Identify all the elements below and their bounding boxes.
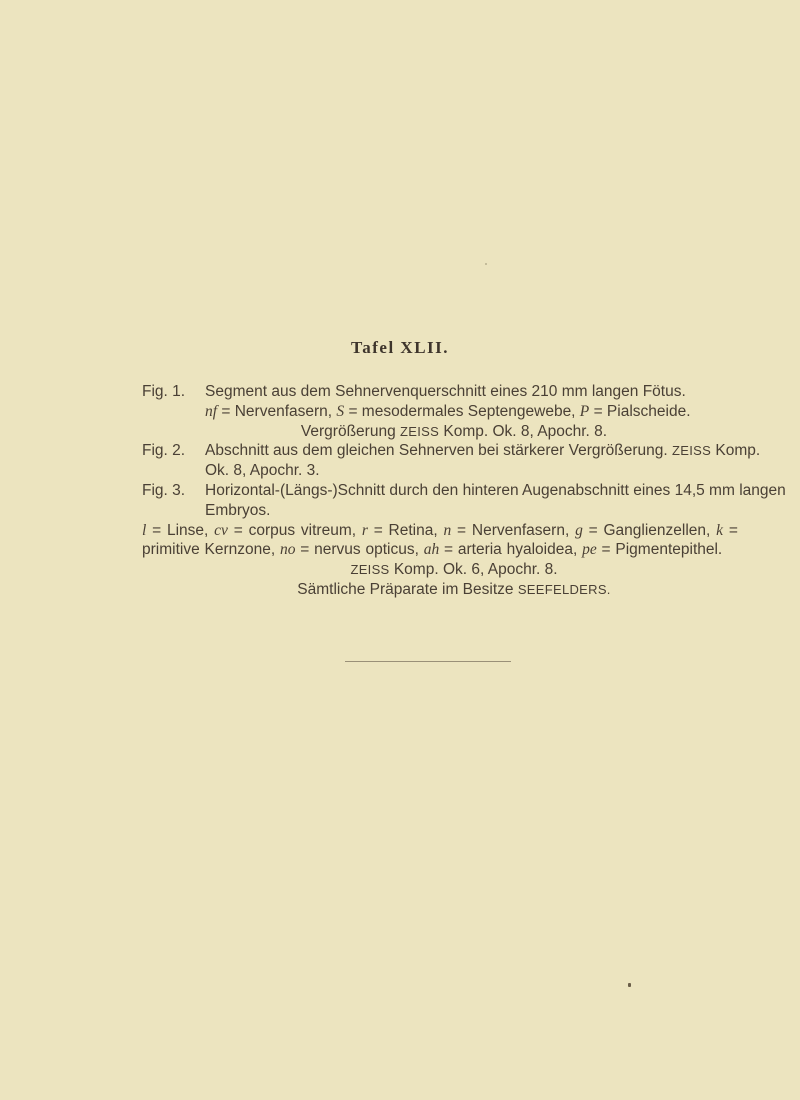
def-p: = Pialscheide. [589, 402, 691, 420]
def-l: = Linse, [146, 521, 215, 539]
symbol-ah: ah [423, 541, 440, 559]
def-pe: = Pigmentepithel. [596, 541, 723, 559]
def-no: = nervus opticus, [295, 541, 424, 559]
magnification-rest: Komp. Ok. 6, Apochr. 8. [389, 561, 558, 579]
fig2-line1 [142, 441, 766, 461]
fig1-description: Segment aus dem Sehnervenquerschnitt eines 210 mm langen Fötus. [205, 383, 686, 400]
symbol-pe: pe [582, 541, 597, 559]
fig2-label: Fig. 2. [142, 442, 186, 460]
fig2-description-suffix: Komp. [711, 442, 761, 460]
figure-captions [142, 382, 786, 600]
magnification-prefix: Vergrößerung [300, 422, 400, 440]
fig3-description: Horizontal-(Längs-)Schnitt durch den hinteren Augenabschnitt eines 14,5 mm langen [205, 481, 786, 499]
ownership-name: SEEFELDERS. [517, 581, 611, 597]
symbol-l: l [142, 521, 147, 539]
def-n: = Nervenfasern, [451, 521, 576, 539]
fig3-label: Fig. 3. [142, 481, 186, 499]
symbol-cv: cv [214, 521, 228, 539]
fig3-line2: Embryos. [205, 501, 271, 519]
def-k-cont: primitive Kernzone, [142, 541, 280, 559]
divider-rule [345, 661, 511, 662]
ownership-prefix: Sämtliche Präparate im Besitze [297, 580, 518, 598]
fig1-label: Fig. 1. [142, 383, 186, 400]
def-s: = mesodermales Septengewebe, [344, 402, 580, 420]
def-g: = Ganglienzellen, [582, 521, 717, 539]
brand-zeiss: ZEISS [671, 443, 712, 459]
fig2-description: Abschnitt aus dem gleichen Sehnerven bei stärkerer Vergrößerung. [205, 442, 672, 460]
fig1-line1 [142, 382, 766, 402]
symbol-p: P [579, 402, 590, 420]
plate-title: Tafel XLII. [350, 338, 450, 357]
def-cv: = corpus vitreum, [227, 521, 362, 539]
brand-zeiss: ZEISS [350, 562, 390, 578]
symbol-r: r [361, 521, 368, 539]
def-k: = [723, 521, 738, 539]
symbol-k: k [716, 521, 724, 539]
def-nf: = Nervenfasern, [217, 402, 337, 420]
symbol-n: n [443, 521, 452, 539]
symbol-g: g [575, 521, 583, 539]
brand-zeiss: ZEISS [400, 423, 440, 439]
symbol-no: no [279, 541, 296, 559]
paper-speck [628, 983, 631, 987]
magnification-rest: Komp. Ok. 8, Apochr. 8. [439, 422, 608, 440]
fig2-line2: Ok. 8, Apochr. 3. [205, 462, 320, 480]
ownership-note [142, 580, 766, 600]
fig3-line1 [142, 481, 786, 501]
paper-speck [485, 263, 487, 265]
fig3-legend-line2 [142, 540, 766, 560]
fig1-magnification [142, 422, 766, 442]
symbol-s: S [336, 402, 345, 420]
fig3-legend-line1 [142, 521, 766, 541]
fig3-magnification [142, 560, 766, 580]
def-ah: = arteria hyaloidea, [439, 541, 583, 559]
fig1-legend [142, 402, 766, 422]
symbol-nf: nf [205, 402, 218, 420]
def-r: = Retina, [367, 521, 444, 539]
